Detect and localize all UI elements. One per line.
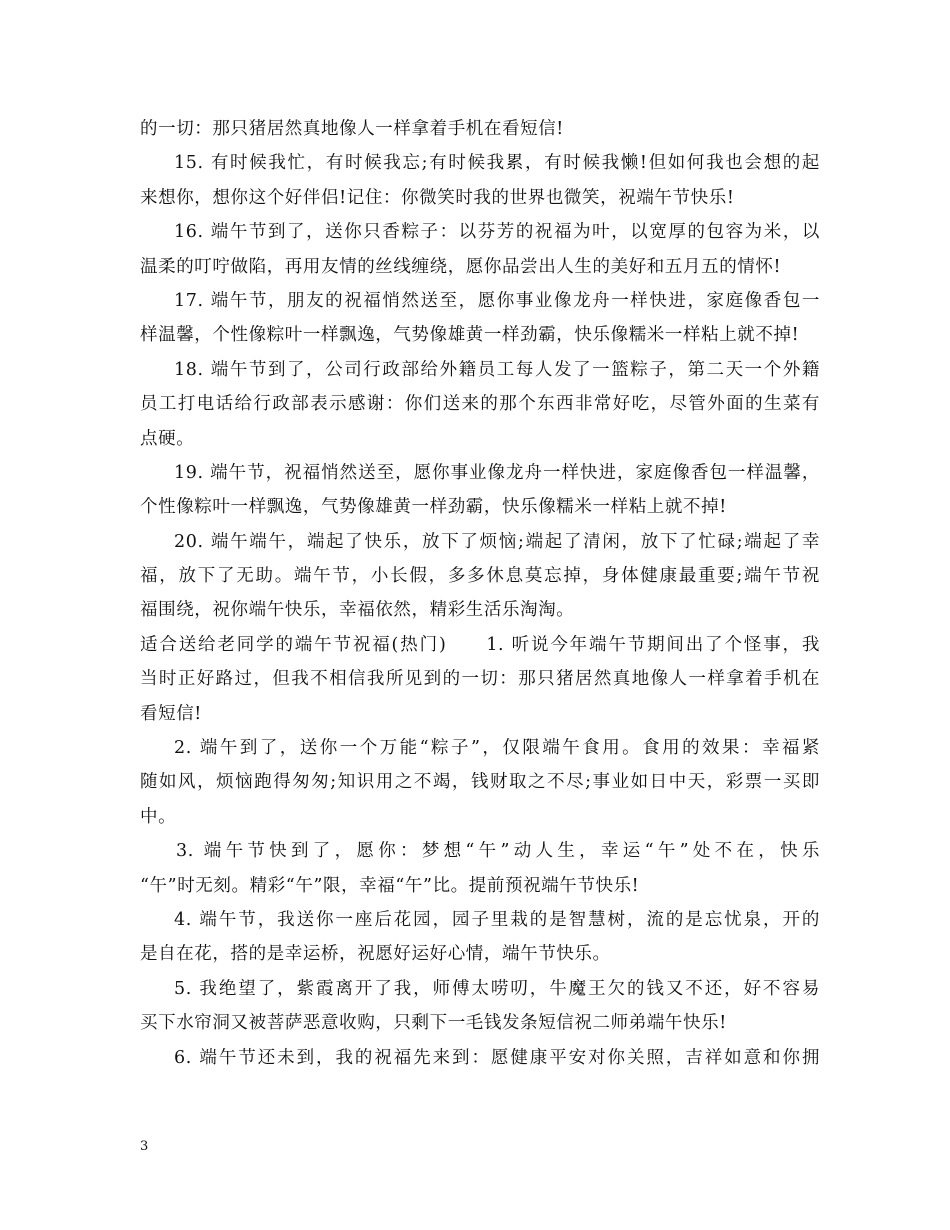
document-body xyxy=(140,112,820,1075)
text-line: 点硬。 xyxy=(140,428,195,449)
text-line: 当时正好路过，但我不相信我所见到的一切：那只猪居然真地像人一样拿着手机在 xyxy=(140,669,820,690)
text-line: 个性像粽叶一样飘逸，气势像雄黄一样劲霸，快乐像糯米一样粘上就不掉! xyxy=(140,497,727,518)
text-line: 19. 端午节，祝福悄然送至，愿你事业像龙舟一样快进，家庭像香包一样温馨， xyxy=(174,462,820,483)
text-line: 6. 端午节还未到，我的祝福先来到：愿健康平安对你关照，吉祥如意和你拥 xyxy=(174,1047,820,1068)
text-line: 中。 xyxy=(140,806,177,827)
text-line: 样温馨，个性像粽叶一样飘逸，气势像雄黄一样劲霸，快乐像糯米一样粘上就不掉! xyxy=(140,325,800,346)
text-line: 3. 端午节快到了，愿你：梦想“午”动人生，幸运“午”处不在，快乐 xyxy=(176,841,820,862)
text-line: 福，放下了无助。端午节，小长假，多多休息莫忘掉，身体健康最重要;端午节祝 xyxy=(140,566,820,587)
text-line: 看短信! xyxy=(140,703,202,724)
text-line: 20. 端午端午，端起了快乐，放下了烦恼;端起了清闲，放下了忙碌;端起了幸 xyxy=(174,531,820,552)
text-line: 福围绕，祝你端午快乐，幸福依然，精彩生活乐淘淘。 xyxy=(140,600,575,621)
text-line: 温柔的叮咛做陷，再用友情的丝线缠绕，愿你品尝出人生的美好和五月五的情怀! xyxy=(140,256,782,277)
text-line: 4. 端午节，我送你一座后花园，园子里栽的是智慧树，流的是忘忧泉，开的 xyxy=(174,909,820,930)
text-line: 5. 我绝望了，紫霞离开了我，师傅太唠叨，牛魔王欠的钱又不还，好不容易 xyxy=(174,978,820,999)
text-line: 的一切：那只猪居然真地像人一样拿着手机在看短信! xyxy=(140,119,564,139)
text-line: 是自在花，搭的是幸运桥，祝愿好运好心情，端午节快乐。 xyxy=(140,944,611,965)
text-line: 买下水帘洞又被菩萨恶意收购，只剩下一毛钱发条短信祝二师弟端午快乐! xyxy=(140,1013,727,1034)
page-number: 3 xyxy=(140,1139,149,1154)
text-line: “午”时无刻。精彩“午”限，幸福“午”比。提前预祝端午节快乐! xyxy=(140,875,640,896)
text-line: 15. 有时候我忙，有时候我忘;有时候我累，有时候我懒!但如何我也会想的起 xyxy=(174,153,820,174)
text-line: 18. 端午节到了，公司行政部给外籍员工每人发了一篮粽子，第二天一个外籍 xyxy=(174,359,820,380)
text-line: 员工打电话给行政部表示感谢：你们送来的那个东西非常好吃，尽管外面的生菜有 xyxy=(140,394,820,415)
text-line: 来想你，想你这个好伴侣!记住：你微笑时我的世界也微笑，祝端午节快乐! xyxy=(140,187,735,208)
text-line: 随如风，烦恼跑得匆匆;知识用之不竭，钱财取之不尽;事业如日中天，彩票一买即 xyxy=(140,772,820,793)
section-heading-line: 适合送给老同学的端午节祝福(热门) 1. 听说今年端午节期间出了个怪事，我 xyxy=(140,634,820,655)
text-line: 16. 端午节到了，送你只香粽子：以芬芳的祝福为叶，以宽厚的包容为米，以 xyxy=(174,222,820,243)
text-line: 2. 端午到了，送你一个万能“粽子”，仅限端午食用。食用的效果：幸福紧 xyxy=(174,738,820,759)
text-line: 17. 端午节，朋友的祝福悄然送至，愿你事业像龙舟一样快进，家庭像香包一 xyxy=(174,290,820,311)
